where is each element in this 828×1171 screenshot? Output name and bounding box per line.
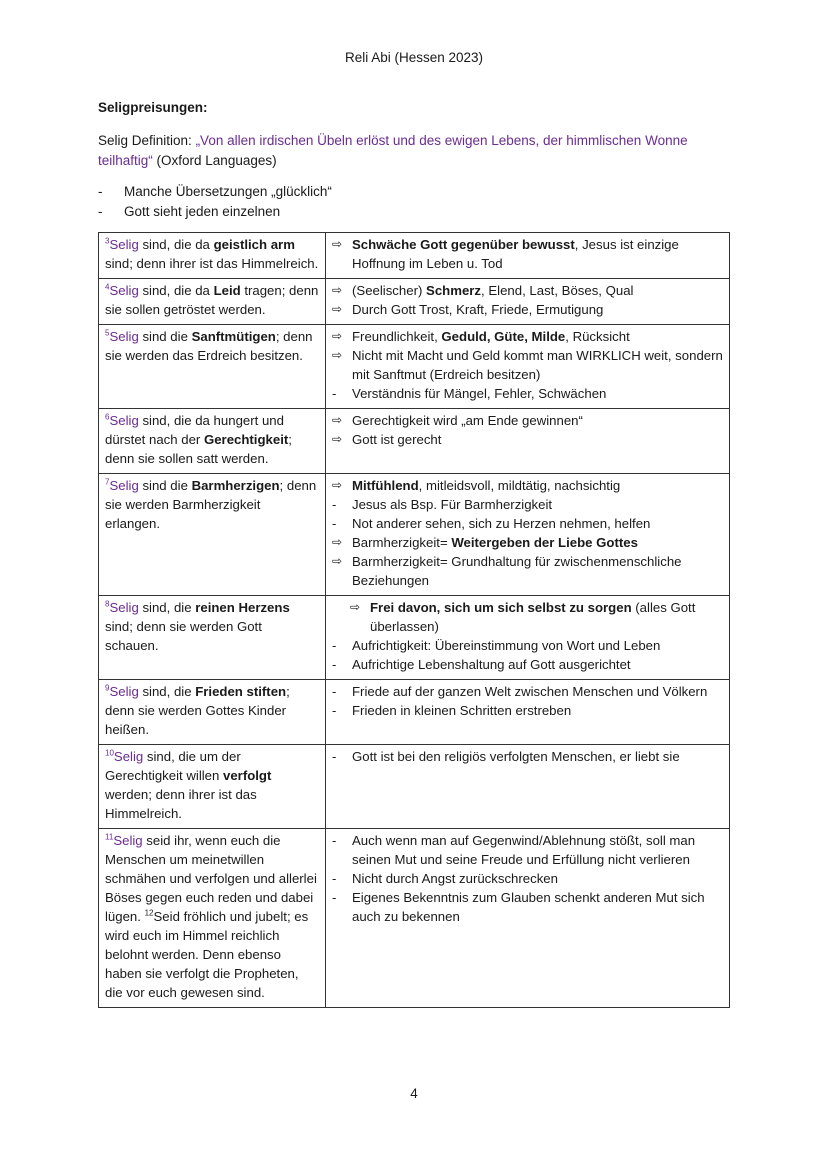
verse-text: ; denn sie werden Barmherzigkeit erlangen.	[105, 478, 317, 531]
verse-text: sind, die um der Gerechtigkeit willen	[105, 749, 241, 783]
verse-text: Seid fröhlich und jubelt; es wird euch im Himmel reichlich belohnt werden. Denn ebenso haben sie verfolgt die Propheten, die vor euch gewesen sind.	[105, 909, 309, 1000]
interpretation-item	[332, 598, 723, 636]
verse-number: 4	[105, 282, 110, 292]
interpretation-cell	[326, 680, 730, 745]
interpretation-text-part: Barmherzigkeit=	[352, 535, 452, 550]
interpretation-text	[352, 514, 650, 533]
table-row	[99, 233, 730, 279]
interpretation-text-part: Frieden in kleinen Schritten erstreben	[352, 703, 572, 718]
interpretation-item	[332, 888, 723, 926]
interpretation-text-part: , Rücksicht	[565, 329, 630, 344]
table-row	[99, 596, 730, 680]
beatitudes-table	[98, 232, 730, 1008]
page-header: Reli Abi (Hessen 2023)	[344, 50, 484, 65]
selig-word: Selig	[109, 600, 139, 615]
bullet-text: Manche Übersetzungen „glücklich“	[124, 184, 332, 199]
selig-word: Selig	[109, 684, 139, 699]
interpretation-text-part: Schmerz	[426, 283, 482, 298]
verse-text: verfolgt	[223, 768, 272, 783]
definition-paragraph	[98, 131, 738, 171]
beatitudes-table-body	[99, 233, 730, 1008]
interpretation-item	[332, 430, 723, 449]
interpretation-text	[352, 533, 638, 552]
interpretation-item	[332, 411, 723, 430]
verse-text: reinen Herzens	[195, 600, 290, 615]
selig-word: Selig	[113, 833, 143, 848]
verse-text: Sanftmütigen	[191, 329, 276, 344]
interpretation-text-part: , Elend, Last, Böses, Qual	[481, 283, 634, 298]
verse-text: Leid	[213, 283, 241, 298]
selig-word: Selig	[109, 237, 139, 252]
arrow-bullet-icon: ⇨	[332, 348, 343, 362]
interpretation-item	[332, 533, 723, 552]
interpretation-cell	[326, 596, 730, 680]
interpretation-text	[352, 281, 634, 300]
interpretation-text-part: Not anderer sehen, sich zu Herzen nehmen, helfen	[352, 516, 651, 531]
page-number: 4	[410, 1086, 418, 1101]
verse-number: 7	[105, 477, 110, 487]
dash-bullet: -	[332, 657, 337, 672]
verse-text: Gerechtigkeit	[203, 432, 289, 447]
definition-label: Selig Definition:	[98, 133, 196, 148]
selig-word: Selig	[109, 329, 139, 344]
verse-text: sind, die da hungert und dürstet nach der	[105, 413, 284, 447]
interpretation-text	[352, 235, 723, 273]
arrow-bullet-icon: ⇨	[332, 237, 343, 251]
interpretation-text-part: , mitleidsvoll, mildtätig, nachsichtig	[418, 478, 621, 493]
verse-number: 3	[105, 236, 110, 246]
verse-number: 12	[144, 908, 154, 918]
beatitude-verse-cell	[99, 409, 326, 474]
interpretation-cell	[326, 745, 730, 829]
interpretation-item	[332, 869, 723, 888]
interpretation-text-part: Aufrichtige Lebenshaltung auf Gott ausgerichtet	[352, 657, 631, 672]
interpretation-text-part: Auch wenn man auf Gegenwind/Ablehnung stößt, soll man seinen Mut und seine Freude und Erfüllung nicht verlieren	[352, 833, 696, 867]
dash-bullet: -	[332, 684, 337, 699]
beatitude-verse-cell	[99, 474, 326, 596]
verse-text: werden; denn ihrer ist das Himmelreich.	[105, 787, 257, 821]
interpretation-text-part: Jesus als Bsp. Für Barmherzigkeit	[352, 497, 553, 512]
table-row	[99, 474, 730, 596]
interpretation-text-part: Barmherzigkeit= Grundhaltung für zwischenmenschliche Beziehungen	[352, 554, 682, 588]
verse-text: seid ihr, wenn euch die Menschen um meinetwillen schmähen und verfolgen und allerlei Böses gegen euch reden und dabei lügen.	[105, 833, 317, 924]
definition-quote: „Von allen irdischen Übeln erlöst und des ewigen Lebens, der himmlischen Wonne teilhaftig“	[98, 133, 688, 168]
interpretation-text	[352, 346, 723, 384]
interpretation-cell	[326, 474, 730, 596]
interpretation-text-part: Mitfühlend	[352, 478, 419, 493]
dash-bullet: -	[332, 833, 337, 848]
verse-text: tragen; denn sie sollen getröstet werden.	[105, 283, 319, 317]
interpretation-text-part: Freundlichkeit,	[352, 329, 442, 344]
interpretation-text	[352, 476, 620, 495]
interpretation-text-part: Gott ist gerecht	[352, 432, 442, 447]
interpretation-text-part: Durch Gott Trost, Kraft, Friede, Ermutigung	[352, 302, 604, 317]
bullet-item: - Manche Übersetzungen „glücklich“	[98, 182, 332, 202]
interpretation-text	[352, 327, 630, 346]
interpretation-item	[332, 327, 723, 346]
interpretation-cell	[326, 409, 730, 474]
interpretation-item	[332, 495, 723, 514]
dash-bullet: -	[332, 890, 337, 905]
verse-text: sind, die da	[138, 237, 214, 252]
arrow-bullet-icon: ⇨	[332, 329, 343, 343]
definition-source: (Oxford Languages)	[152, 153, 277, 168]
beatitude-verse-cell	[99, 325, 326, 409]
verse-text: sind, die	[138, 684, 196, 699]
interpretation-text	[352, 869, 558, 888]
interpretation-item	[332, 514, 723, 533]
interpretation-text	[352, 831, 723, 869]
interpretation-text	[352, 411, 583, 430]
interpretation-item	[332, 655, 723, 674]
bullet-item: - Gott sieht jeden einzelnen	[98, 202, 332, 222]
selig-word: Selig	[109, 413, 139, 428]
interpretation-text-part: Eigenes Bekenntnis zum Glauben schenkt anderen Mut sich auch zu bekennen	[352, 890, 705, 924]
interpretation-item	[332, 552, 723, 590]
beatitude-verse-cell	[99, 233, 326, 279]
interpretation-item	[332, 235, 723, 273]
bullet-text: Gott sieht jeden einzelnen	[124, 204, 281, 219]
selig-word: Selig	[109, 478, 139, 493]
verse-text: sind; denn ihrer ist das Himmelreich.	[105, 256, 319, 271]
interpretation-text-part: Geduld, Güte, Milde	[441, 329, 566, 344]
interpretation-text	[352, 682, 707, 701]
verse-text: sind die	[138, 329, 192, 344]
interpretation-text	[352, 552, 723, 590]
interpretation-item	[332, 636, 723, 655]
verse-number: 11	[105, 832, 114, 842]
interpretation-item	[332, 701, 723, 720]
selig-word: Selig	[109, 283, 139, 298]
selig-word: Selig	[113, 749, 144, 764]
verse-text: Frieden stiften	[195, 684, 287, 699]
arrow-bullet-icon: ⇨	[332, 554, 343, 568]
interpretation-cell	[326, 279, 730, 325]
beatitude-verse-cell	[99, 829, 326, 1008]
interpretation-item	[332, 747, 723, 766]
verse-text: sind, die	[138, 600, 196, 615]
interpretation-text-part: Nicht mit Macht und Geld kommt man WIRKLICH weit, sondern mit Sanftmut (Erdreich besitzen)	[352, 348, 723, 382]
interpretation-text-part: Aufrichtigkeit: Übereinstimmung von Wort und Leben	[352, 638, 661, 653]
verse-text: ; denn sie werden Gottes Kinder heißen.	[105, 684, 290, 737]
interpretation-text-part: (Seelischer)	[352, 283, 427, 298]
verse-number: 8	[105, 599, 110, 609]
dash-bullet: -	[332, 749, 337, 764]
verse-text: sind; denn sie werden Gott schauen.	[105, 619, 262, 653]
arrow-bullet-icon: ⇨	[332, 535, 343, 549]
interpretation-text-part: (alles Gott überlassen)	[370, 600, 696, 634]
interpretation-text	[352, 384, 606, 403]
beatitude-verse-cell	[99, 279, 326, 325]
arrow-bullet-icon: ⇨	[350, 600, 361, 614]
interpretation-item	[332, 831, 723, 869]
verse-text: ; denn sie werden das Erdreich besitzen.	[105, 329, 313, 363]
interpretation-text	[352, 300, 603, 319]
dash-bullet: -	[332, 703, 337, 718]
interpretation-text-part: , Jesus ist einzige Hoffnung im Leben u. Tod	[352, 237, 679, 271]
interpretation-text	[352, 495, 552, 514]
arrow-bullet-icon: ⇨	[332, 432, 343, 446]
interpretation-text-part: Frei davon, sich um sich selbst zu sorgen	[370, 600, 632, 615]
interpretation-cell	[326, 233, 730, 279]
interpretation-cell	[326, 829, 730, 1008]
interpretation-text-part: Schwäche Gott gegenüber bewusst	[352, 237, 575, 252]
table-row	[99, 325, 730, 409]
interpretation-text	[370, 598, 723, 636]
beatitude-verse-cell	[99, 745, 326, 829]
interpretation-text	[352, 888, 723, 926]
verse-number: 5	[105, 328, 110, 338]
interpretation-item	[332, 300, 723, 319]
table-row	[99, 829, 730, 1008]
interpretation-text-part: Gott ist bei den religiös verfolgten Menschen, er liebt sie	[352, 749, 680, 764]
interpretation-text	[352, 655, 631, 674]
interpretation-item	[332, 476, 723, 495]
beatitude-verse-cell	[99, 680, 326, 745]
dash-bullet: -	[332, 638, 337, 653]
arrow-bullet-icon: ⇨	[332, 478, 343, 492]
table-row	[99, 279, 730, 325]
verse-number: 9	[105, 683, 110, 693]
verse-text: Barmherzigen	[191, 478, 280, 493]
interpretation-item	[332, 281, 723, 300]
interpretation-item	[332, 384, 723, 403]
interpretation-text	[352, 430, 441, 449]
verse-text: sind die	[138, 478, 192, 493]
interpretation-text-part: Nicht durch Angst zurückschrecken	[352, 871, 558, 886]
verse-number: 10	[105, 748, 114, 758]
verse-number: 6	[105, 412, 110, 422]
arrow-bullet-icon: ⇨	[332, 302, 343, 316]
dash-bullet: -	[332, 497, 337, 512]
interpretation-item	[332, 346, 723, 384]
verse-text: sind, die da	[138, 283, 214, 298]
interpretation-text-part: Friede auf der ganzen Welt zwischen Menschen und Völkern	[352, 684, 708, 699]
table-row	[99, 409, 730, 474]
arrow-bullet-icon: ⇨	[332, 283, 343, 297]
beatitude-verse-cell	[99, 596, 326, 680]
table-row	[99, 745, 730, 829]
interpretation-cell	[326, 325, 730, 409]
interpretation-text	[352, 747, 680, 766]
arrow-bullet-icon: ⇨	[332, 413, 343, 427]
interpretation-text	[352, 701, 571, 720]
verse-text: ; denn sie sollen satt werden.	[105, 432, 292, 466]
interpretation-text-part: Gerechtigkeit wird „am Ende gewinnen“	[352, 413, 583, 428]
bullet-list	[98, 182, 332, 222]
verse-text: geistlich arm	[213, 237, 295, 252]
interpretation-text-part: Weitergeben der Liebe Gottes	[451, 535, 638, 550]
table-row	[99, 680, 730, 745]
section-heading: Seligpreisungen:	[98, 100, 208, 115]
interpretation-text	[352, 636, 660, 655]
dash-bullet: -	[332, 386, 337, 401]
interpretation-text-part: Verständnis für Mängel, Fehler, Schwächen	[352, 386, 607, 401]
dash-bullet: -	[332, 871, 337, 886]
dash-bullet: -	[332, 516, 337, 531]
interpretation-item	[332, 682, 723, 701]
